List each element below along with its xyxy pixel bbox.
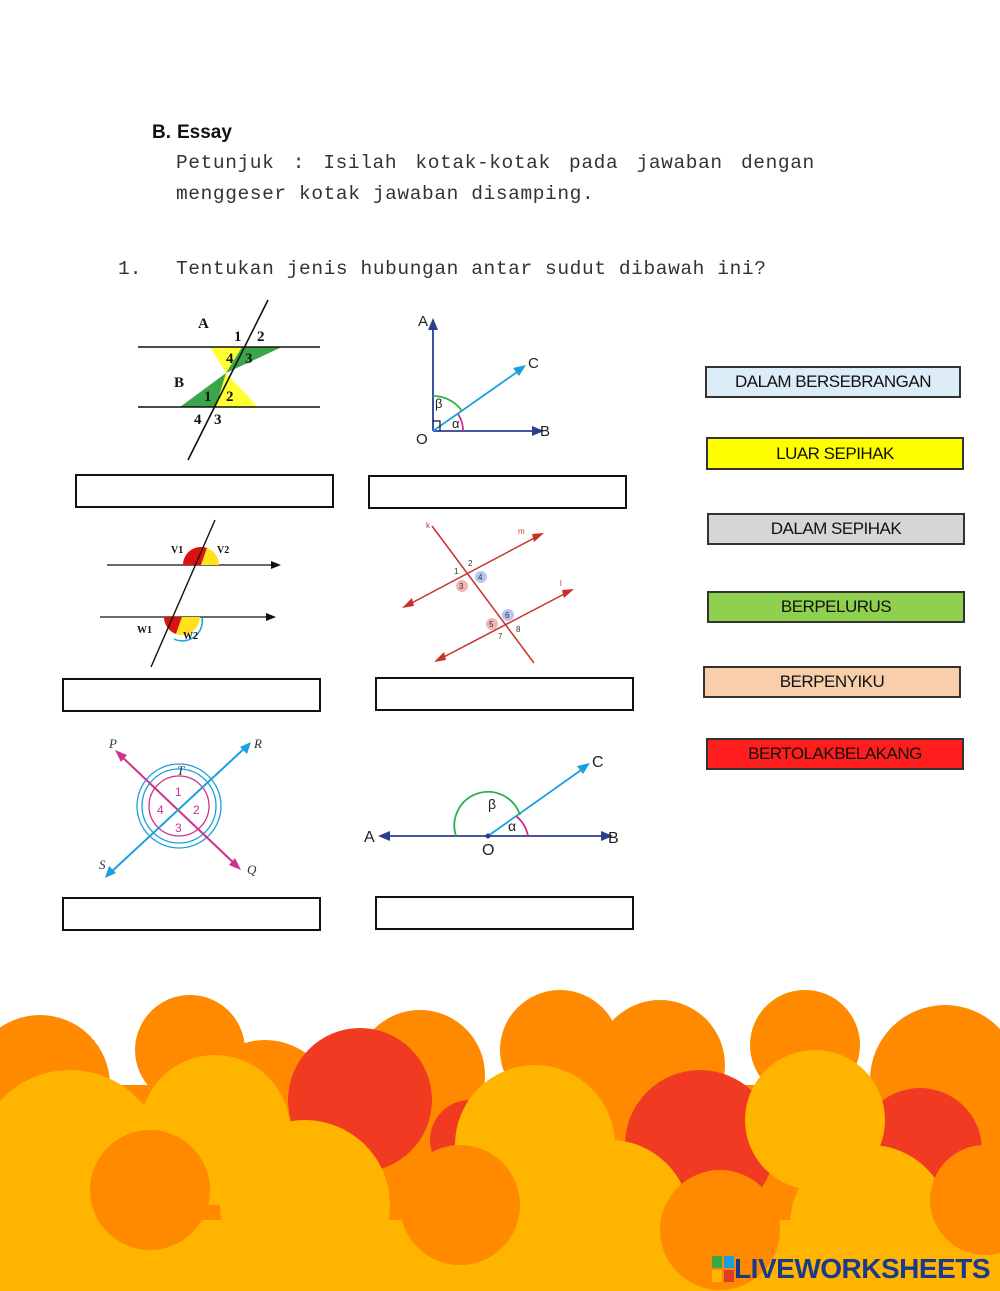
- fig5-label: 2: [193, 803, 200, 817]
- figure-angle-pairs: [398, 518, 583, 670]
- transversal-line: [151, 520, 215, 667]
- fig2-label: A: [418, 313, 429, 330]
- fig3-label: W1: [137, 625, 152, 636]
- liveworksheets-logo: [712, 1253, 990, 1285]
- fig6-label: B: [608, 830, 619, 847]
- answer-box-4[interactable]: [375, 677, 634, 711]
- fig3-label: V1: [171, 545, 184, 556]
- fig1-label: 4: [226, 351, 234, 367]
- figure-alternate-angles: [130, 295, 330, 465]
- choice-berpenyiku[interactable]: BERPENYIKU: [703, 666, 961, 698]
- instruction-line-2: menggeser kotak jawaban disamping.: [176, 183, 595, 205]
- fig2-label: C: [528, 355, 539, 372]
- fig1-label: A: [198, 316, 209, 332]
- answer-box-1[interactable]: [75, 474, 334, 508]
- fig4-label: 4: [478, 573, 483, 582]
- choice-luar-sepihak[interactable]: LUAR SEPIHAK: [706, 437, 964, 470]
- fig1-label: 2: [226, 389, 234, 405]
- choice-dalam-bersebrangan[interactable]: DALAM BERSEBRANGAN: [705, 366, 961, 398]
- point-o: [486, 834, 491, 839]
- fig4-label: 6: [505, 611, 510, 620]
- fig5-label: T: [177, 763, 185, 778]
- fig4-label: 3: [459, 582, 464, 591]
- fig2-label: B: [540, 423, 551, 440]
- fig5-label: R: [254, 736, 262, 751]
- fig5-label: 1: [175, 785, 182, 799]
- fig4-label: 7: [498, 632, 503, 641]
- line-m: [406, 535, 540, 606]
- logo-icon: [712, 1256, 734, 1282]
- fig5-label: Q: [247, 862, 257, 877]
- arrow-right-icon: [266, 613, 276, 621]
- instruction-line-1: Petunjuk : Isilah kotak-kotak pada jawaban dengan: [176, 152, 815, 174]
- question-text: Tentukan jenis hubungan antar sudut dibawah ini?: [176, 258, 767, 280]
- section-heading: [146, 122, 232, 144]
- figure-complementary-angles: [410, 308, 560, 450]
- ray-oc: [433, 370, 520, 431]
- fig6-label: O: [482, 842, 495, 859]
- fig2-label: O: [416, 431, 428, 448]
- figure-corresponding-angles: [95, 515, 290, 670]
- arrow-a-icon: [428, 318, 438, 330]
- arrow-icon: [434, 652, 446, 662]
- logo-text: LIVEWORKSHEETS: [734, 1253, 990, 1284]
- fig5-label: 3: [175, 821, 182, 835]
- fig1-label: 1: [234, 329, 242, 345]
- fig4-label: 2: [468, 559, 473, 568]
- fig1-label: B: [174, 375, 185, 391]
- fig5-label: 4: [157, 803, 164, 817]
- fig4-label: 8: [516, 625, 521, 634]
- fig6-label: C: [592, 754, 604, 771]
- question-number: 1.: [118, 258, 142, 280]
- fig1-label: 2: [257, 329, 265, 345]
- figure-supplementary-angles: [362, 745, 627, 860]
- fig6-label: A: [364, 829, 375, 846]
- arrow-a-icon: [378, 831, 390, 841]
- arrow-icon: [562, 589, 574, 598]
- fig3-label: V2: [217, 545, 230, 556]
- choice-berpelurus[interactable]: BERPELURUS: [707, 591, 965, 623]
- fig4-label: m: [518, 527, 525, 536]
- section-letter: B.: [152, 122, 171, 143]
- ray-oc: [488, 768, 584, 836]
- fig6-label: β: [488, 796, 497, 812]
- choice-bertolakbelakang[interactable]: BERTOLAKBELAKANG: [706, 738, 964, 770]
- fig3-label: W2: [183, 631, 198, 642]
- choice-dalam-sepihak[interactable]: DALAM SEPIHAK: [707, 513, 965, 545]
- fig1-label: 1: [204, 389, 212, 405]
- fig1-label: 3: [245, 351, 253, 367]
- answer-box-3[interactable]: [62, 678, 321, 712]
- fig4-label: 1: [454, 567, 459, 576]
- fig5-label: P: [109, 736, 117, 751]
- answer-box-2[interactable]: [368, 475, 627, 509]
- fig5-label: S: [99, 857, 106, 872]
- arrow-icon: [402, 598, 414, 608]
- fig4-label: k: [426, 521, 430, 530]
- figure-vertical-angles: [95, 732, 280, 882]
- arrow-right-icon: [271, 561, 281, 569]
- fig6-label: α: [508, 818, 517, 834]
- fig2-label: β: [435, 396, 443, 411]
- answer-box-5[interactable]: [62, 897, 321, 931]
- answer-box-6[interactable]: [375, 896, 634, 930]
- fig4-label: 5: [489, 620, 494, 629]
- alpha-arc: [516, 816, 528, 836]
- fig2-label: α: [452, 416, 460, 431]
- fig4-label: l: [560, 579, 562, 588]
- fig1-label: 3: [214, 412, 222, 428]
- decorative-clouds: [0, 990, 1000, 1291]
- section-title: Essay: [177, 122, 232, 143]
- arrow-icon: [532, 533, 544, 542]
- fig1-label: 4: [194, 412, 202, 428]
- line-l: [438, 591, 570, 660]
